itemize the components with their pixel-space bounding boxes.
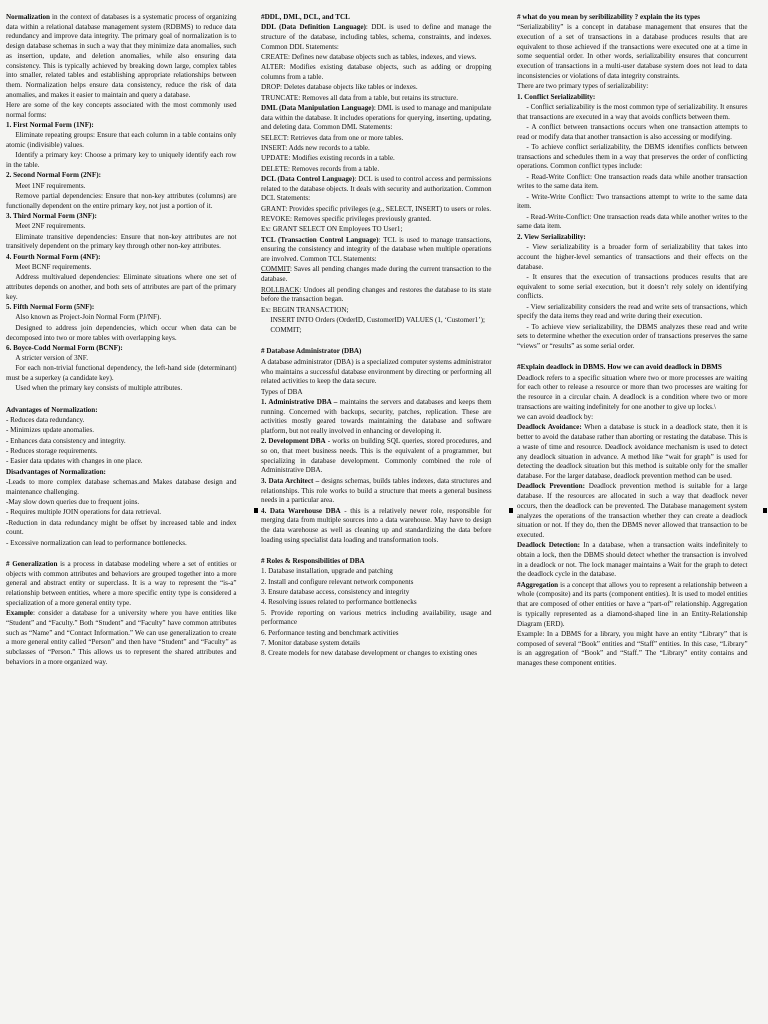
- paragraph: [6, 312, 237, 322]
- paragraph: [517, 373, 748, 412]
- paragraph: [6, 446, 237, 456]
- section-heading: [6, 343, 237, 353]
- paragraph-text: - Easier data updates with changes in one place.: [6, 456, 143, 466]
- paragraph: [261, 587, 492, 597]
- bold-term: # what do you mean by seribilizability ? explain the its types: [516, 12, 700, 21]
- paragraph-text: DELETE: Removes records from a table.: [261, 163, 380, 173]
- paragraph-text: : DDL is used to define and manage the structure of the database, including tables, schema, constraints, and indexes. Common DDL Statements:: [261, 22, 492, 51]
- paragraph: [6, 353, 237, 363]
- paragraph: [517, 580, 748, 629]
- paragraph: [6, 559, 237, 608]
- paragraph: [6, 363, 237, 382]
- bold-term: 3. Data Architect –: [261, 475, 320, 485]
- section-heading: [261, 346, 492, 356]
- paragraph-text: REVOKE: Removes specific privileges previously granted.: [261, 214, 432, 224]
- section-heading: [6, 211, 237, 221]
- paragraph-text: - this is a relatively newer role, responsible for merging data from multiple sources into a data warehouse. May have to design the data warehouse as well as cleaning up and standardizing the data before loading using specialist data loading and transformation tools.: [261, 505, 492, 544]
- section-heading: [517, 232, 748, 242]
- bold-term: 1. Administrative DBA –: [261, 396, 338, 406]
- paragraph: [517, 22, 748, 80]
- paragraph: [517, 412, 748, 422]
- paragraph: [261, 628, 492, 638]
- paragraph: [517, 422, 748, 480]
- bold-term: Deadlock Prevention:: [516, 481, 585, 491]
- paragraph: [517, 81, 748, 91]
- paragraph: [261, 608, 492, 627]
- paragraph-text: 1. Database installation, upgrade and patching: [261, 566, 394, 576]
- paragraph-text: - Reduces storage requirements.: [6, 446, 98, 456]
- bold-term: TCL (Transaction Control Language): [261, 234, 379, 244]
- bold-term: 2. View Serializability:: [516, 231, 586, 241]
- paragraph: [261, 638, 492, 648]
- paragraph: [261, 82, 492, 92]
- bold-term: Deadlock Avoidance:: [516, 422, 582, 432]
- bold-term: 2. Development DBA: [261, 436, 326, 446]
- paragraph: [6, 272, 237, 301]
- paragraph-text: INSERT: Adds new records to a table.: [261, 143, 371, 153]
- paragraph-text: ALTER: Modifies existing database objects, such as adding or dropping columns from a table.: [261, 62, 492, 82]
- section-heading: [6, 467, 237, 477]
- column-divider-mark: [509, 508, 513, 513]
- paragraph: [261, 22, 492, 51]
- paragraph-text: There are two primary types of serializability:: [516, 81, 648, 91]
- paragraph: [6, 518, 237, 537]
- paragraph: [517, 192, 748, 211]
- paragraph: [6, 497, 237, 507]
- paragraph-text: Deadlock refers to a specific situation where two or more processes are waiting for each other to release a resource or more than two processes are waiting for the resource in a circular chain. A deadlock is a condition where two or more transactions are waiting indefinitely for one another to give up locks.\: [516, 372, 748, 411]
- paragraph-text: Meet BCNF requirements.: [15, 262, 92, 272]
- paragraph-text: : Undoes all pending changes and restores the database to its state before the transaction began.: [261, 284, 492, 304]
- paragraph: [517, 302, 748, 321]
- paragraph-text: is a concept that allows you to represent a relationship between a whole (composite) and its parts (component entities). It is used to model entities that are composed of other entities or have a “part-of” relationship. Aggregation is typically represented as a diamond-shaped line in an Entity-Relationship Diagram (ERD).: [516, 579, 748, 628]
- bold-term: Deadlock Detection:: [516, 540, 580, 550]
- paragraph-text: GRANT: Provides specific privileges (e.g., SELECT, INSERT) to users or roles.: [261, 203, 492, 213]
- paragraph-text: 5. Provide reporting on various metrics including availability, usage and performance: [261, 607, 492, 627]
- paragraph-text: INSERT INTO Orders (OrderID, CustomerID) VALUES (1, ‘Customer1’);: [270, 314, 486, 324]
- paragraph: [261, 103, 492, 132]
- paragraph: [6, 232, 237, 251]
- paragraph-gap: [261, 545, 492, 556]
- paragraph-gap: [6, 394, 237, 405]
- paragraph: [6, 150, 237, 169]
- paragraph: [6, 323, 237, 342]
- paragraph-text: - To achieve view serializability, the DBMS analyzes these read and write sets to determine whether the execution order of transactions preserves the same “views” or “results” as some serial order.: [516, 321, 748, 351]
- paragraph-text: Meet 1NF requirements.: [15, 180, 86, 190]
- paragraph-text: A database administrator (DBA) is a specialized computer systems administrator who maintains a successful database environment by directing or performing all related activities to keep the data secure.: [261, 356, 492, 386]
- paragraph-text: For each non-trivial functional dependency, the left-hand side (determinant) must be a superkey (a candidate key).: [6, 363, 237, 383]
- paragraph: [261, 397, 492, 436]
- bold-term: #Aggregation: [516, 579, 558, 589]
- paragraph: [261, 93, 492, 103]
- paragraph: [261, 133, 492, 143]
- paragraph: [6, 12, 237, 99]
- bold-term: # Roles & Responsibilities of DBA: [261, 556, 366, 565]
- paragraph: [261, 62, 492, 81]
- paragraph: [517, 242, 748, 271]
- paragraph: [261, 143, 492, 153]
- section-heading: [517, 362, 748, 372]
- paragraph: [517, 172, 748, 191]
- paragraph: [261, 214, 492, 224]
- section-heading: [261, 556, 492, 566]
- bold-term: 4. Fourth Normal Form (4NF):: [6, 251, 101, 261]
- paragraph-text: 4. Resolving issues related to performance bottlenecks: [261, 597, 417, 607]
- paragraph-text: - To achieve conflict serializability, the DBMS identifies conflicts between transactions and schedules them in a way that preserves the order of conflicting operations. Common conflict types include:: [516, 141, 748, 171]
- paragraph: [6, 507, 237, 517]
- paragraph-text: - View serializability considers the read and write sets of transactions, which specify the data items they read and write during their execution.: [516, 301, 748, 321]
- paragraph: [6, 383, 237, 393]
- bold-term: Advantages of Normalization:: [6, 404, 98, 414]
- paragraph-text: Meet 2NF requirements.: [15, 221, 86, 231]
- paragraph: [6, 100, 237, 119]
- paragraph-text: CREATE: Defines new database objects such as tables, indexes, and views.: [261, 52, 477, 62]
- paragraph: [261, 164, 492, 174]
- bold-term: 4. Data Warehouse DBA: [261, 505, 342, 515]
- bold-term: Disadvantages of Normalization:: [6, 466, 106, 476]
- paragraph-text: - Write-Write Conflict: Two transactions attempt to write to the same data item.: [516, 191, 748, 211]
- paragraph-text: maintains the servers and databases and keeps them running. Concerned with backups, security, patches, replication. These are activities mostly geared towards maintaining the database and software platform, but not really involved in enhancing or developing it.: [261, 396, 492, 435]
- paragraph: [517, 212, 748, 231]
- paragraph: [261, 566, 492, 576]
- paragraph: [6, 191, 237, 210]
- paragraph: [261, 285, 492, 304]
- paragraph-text: - Read-Write Conflict: One transaction reads data while another transaction writes to the same data item.: [516, 171, 748, 191]
- column-normalization: [6, 12, 237, 1020]
- paragraph-text: Ex: BEGIN TRANSACTION;: [261, 304, 349, 314]
- paragraph-text: - A conflict between transactions occurs when one transaction attempts to read or modify data that another transaction is also accessing or modifying.: [516, 121, 748, 141]
- paragraph-text: - Reduces data redundancy.: [6, 415, 85, 425]
- paragraph: [261, 577, 492, 587]
- paragraph-text: 2. Install and configure relevant network components: [261, 576, 414, 586]
- paragraph: [261, 476, 492, 505]
- paragraph: [261, 174, 492, 203]
- paragraph: [517, 102, 748, 121]
- paragraph: [261, 597, 492, 607]
- paragraph-text: In a database, when a transaction waits indefinitely to obtain a lock, then the DBMS should detect whether the transaction is involved in a deadlock or not. The lock manager maintains a Wait for the graph to detect the deadlock cycle in the database.: [516, 540, 748, 579]
- section-heading: [6, 170, 237, 180]
- paragraph: [6, 456, 237, 466]
- paragraph: [6, 415, 237, 425]
- paragraph-text: Used when the primary key consists of multiple attributes.: [15, 383, 183, 393]
- section-heading: [517, 92, 748, 102]
- section-heading: [6, 252, 237, 262]
- paragraph-text: Deadlock prevention method is suitable for a large database. If the resources are allocated in such a way that deadlock never occurs, then the deadlock can be prevented. The Database management system analyzes the operations of the transaction whether they can create a deadlock situation or not. If they do, then the DBMS never allowed that transaction to be executed.: [516, 481, 748, 539]
- paragraph: [517, 322, 748, 351]
- paragraph: [517, 481, 748, 539]
- paragraph: [261, 325, 492, 335]
- section-heading: [517, 12, 748, 22]
- paragraph-text: designs schemas, builds tables indexes, data structures and relationships. This role works to build a structure that meets a general business needs in a particular area.: [261, 475, 492, 505]
- bold-term: # Generalization: [6, 558, 58, 568]
- section-heading: [6, 120, 237, 130]
- paragraph: [6, 425, 237, 435]
- paragraph-text: - Requires multiple JOIN operations for data retrieval.: [6, 507, 162, 517]
- paragraph-text: Types of DBA: [261, 386, 303, 396]
- paragraph: [6, 436, 237, 446]
- paragraph: [261, 357, 492, 386]
- paragraph: [6, 608, 237, 666]
- paragraph-text: UPDATE: Modifies existing records in a table.: [261, 153, 396, 163]
- bold-term: 6. Boyce-Codd Normal Form (BCNF):: [6, 342, 123, 352]
- paragraph-text: 3. Ensure database access, consistency and integrity: [261, 586, 410, 596]
- paragraph-text: -May slow down queries due to frequent joins.: [6, 497, 140, 506]
- paragraph: [261, 235, 492, 264]
- paragraph-text: -Reduction in data redundancy might be offset by increased table and index count.: [6, 517, 237, 537]
- paragraph: [517, 540, 748, 579]
- bold-term: #DDL, DML, DCL, and TCL: [261, 12, 351, 21]
- bold-term: 2. Second Normal Form (2NF):: [6, 170, 101, 180]
- bold-term: #Explain deadlock in DBMS. How we can avoid deadlock in DBMS: [516, 362, 722, 372]
- paragraph-text: - Enhances data consistency and integrity.: [6, 435, 126, 445]
- bold-term: Normalization: [6, 12, 51, 21]
- paragraph-text: - View serializability is a broader form of serializability that takes into account the higher-level semantics of transactions and their effects on the database.: [516, 242, 748, 271]
- paragraph-text: - works on building SQL queries, stored procedures, and so on, that meet business needs. This is the equivalent of a programmer, but specializing in database development. Commonly combined the role of Administrative DBA.: [261, 436, 492, 475]
- paragraph-text: Eliminate repeating groups: Ensure that each column in a table contains only atomic (indivisible) values.: [6, 130, 237, 150]
- paragraph-text: : Saves all pending changes made during the current transaction to the database.: [261, 264, 492, 284]
- paragraph-text: COMMIT;: [270, 325, 302, 335]
- paragraph-text: : DML is used to manage and manipulate data within the database. It includes operations for querying, inserting, updating, and deleting data. Common DML Statements:: [261, 103, 492, 132]
- paragraph-text: 7. Monitor database system details: [261, 637, 361, 647]
- section-heading: [261, 12, 492, 22]
- paragraph: [261, 436, 492, 475]
- paragraph-text: Identify a primary key: Choose a primary key to uniquely identify each row in the table.: [6, 150, 237, 170]
- bold-term: DML (Data Manipulation Language): [261, 103, 375, 113]
- paragraph-text: - Read-Write-Conflict: One transaction reads data while another writes to the same data item.: [516, 211, 748, 231]
- paragraph-text: TRUNCATE: Removes all data from a table, but retains its structure.: [261, 92, 459, 102]
- bold-term: DCL (Data Control Language): [261, 174, 355, 184]
- underlined-term: COMMIT: [261, 264, 291, 274]
- paragraph-text: A stricter version of 3NF.: [15, 353, 88, 363]
- paragraph-text: - Excessive normalization can lead to performance bottlenecks.: [6, 537, 187, 547]
- paragraph: [261, 648, 492, 658]
- paragraph-text: : consider a database for a university where you have entities like “Student” and “Faculty.” Both “Student” and “Faculty” have common attributes such as “Name” and “Contact Information.” We can use generalization to create a more general entity called “Person” and then have “Student” and “Faculty” as subclasses of “Person.” This allows us to represent the shared attributes and behaviors in a more organized way.: [6, 608, 237, 666]
- paragraph-text: : TCL is used to manage transactions, ensuring the consistency and integrity of the database when multiple operations are involved. Common TCL Statements:: [261, 234, 492, 264]
- paragraph: [261, 506, 492, 545]
- paragraph-text: DROP: Deletes database objects like tables or indexes.: [261, 82, 418, 92]
- paragraph-text: Eliminate transitive dependencies: Ensure that non-key attributes are not transitively dependent on the primary key through other non-key attributes.: [6, 231, 237, 251]
- paragraph-gap: [517, 351, 748, 362]
- paragraph-text: 8. Create models for new database development or changes to existing ones: [261, 648, 478, 658]
- paragraph-text: Ex: GRANT SELECT ON Employees TO User1;: [261, 224, 403, 234]
- underlined-term: ROLLBACK: [261, 284, 300, 294]
- paragraph-text: Designed to address join dependencies, which occur when data can be decomposed into two or more tables with overlapping keys.: [6, 322, 237, 342]
- section-heading: [6, 405, 237, 415]
- paragraph: [6, 262, 237, 272]
- bold-term: 1. First Normal Form (1NF):: [6, 120, 94, 130]
- bold-term: # Database Administrator (DBA): [261, 346, 362, 356]
- bold-term: 5. Fifth Normal Form (5NF):: [6, 302, 95, 312]
- paragraph-text: Example: In a DBMS for a library, you might have an entity “Library” that is composed of several “Book” entities and “Staff” entities. In this case, “Library” is an aggregation of “Book” and “Staff.” The “Library” entity contains and manages these component entities.: [516, 628, 748, 668]
- paragraph-text: Here are some of the key concepts associated with the most commonly used normal forms:: [6, 100, 237, 119]
- paragraph-gap: [6, 548, 237, 559]
- paragraph: [261, 305, 492, 315]
- paragraph-text: -Leads to more complex database schemas.and Makes database design and maintenance challenging.: [6, 476, 237, 496]
- paragraph-text: : DCL is used to control access and permissions related to the database objects. It deals with security and authorization. Common DCL Statements:: [261, 174, 492, 203]
- bold-term: Example: [6, 608, 33, 618]
- paragraph-text: - Minimizes update anomalies.: [6, 425, 95, 435]
- paragraph-text: we can avoid deadlock by:: [516, 412, 593, 422]
- paragraph: [261, 224, 492, 234]
- section-heading: [6, 302, 237, 312]
- paragraph-text: in the context of databases is a systematic process of organizing data within a relational database management system (RDBMS) to reduce data redundancy and improve data integrity. The primary goal of normalization is to design database schemas in such a way that they minimize data anomalies, such as insertion, update, and deletion anomalies, while also ensuring data consistency. This is typically achieved by breaking down large, complex tables into smaller, related tables and establishing appropriate relationships between them. Normalization helps ensure data consistency, reduce the risk of data anomalies, and makes it easier to maintain and query a database.: [6, 12, 237, 99]
- paragraph-text: “Serializability” is a concept in database management that ensures that the execution of a set of transactions in a database produces results that are equivalent to those achieved if the transactions were executed one at a time in some sequential order. In other words, serializability ensures that concurrent execution of transactions in a multi-user database system does not lead to data inconsistencies or violations of data integrity constraints.: [516, 22, 748, 80]
- paragraph: [261, 387, 492, 397]
- paragraph: [261, 315, 492, 325]
- paragraph: [6, 538, 237, 548]
- paragraph: [517, 629, 748, 668]
- paragraph-text: is a process in database modeling where a set of entities or objects with common attributes and behaviors are grouped together into a more general and abstract entity or superclass. It is a way to represent the “is-a” relationship between entities, where a more specific entity type is considered a specialization of a more general entity type.: [6, 558, 237, 607]
- paragraph: [517, 272, 748, 301]
- paragraph: [517, 142, 748, 171]
- bold-term: 3. Third Normal Form (3NF):: [6, 211, 97, 221]
- paragraph: [6, 181, 237, 191]
- bold-term: DDL (Data Definition Language): [261, 22, 367, 32]
- paragraph-text: Remove partial dependencies: Ensure that non-key attributes (columns) are functionally dependent on the entire primary key, not just a portion of it.: [6, 191, 237, 210]
- paragraph: [261, 264, 492, 283]
- paragraph-text: 6. Performance testing and benchmark activities: [261, 627, 399, 637]
- paragraph-text: Address multivalued dependencies: Eliminate situations where one set of attributes depends on another, and both sets of attributes are part of the primary key.: [6, 272, 237, 301]
- paragraph-text: - Conflict serializability is the most common type of serializability. It ensures that transactions are executed in a way that avoids conflicts between them.: [516, 101, 748, 121]
- paragraph: [6, 130, 237, 149]
- paragraph: [261, 52, 492, 62]
- paragraph: [261, 204, 492, 214]
- paragraph-text: - It ensures that the execution of transactions produces results that are equivalent to some serial execution, but it doesn’t rely solely on identifying conflicts.: [516, 271, 748, 301]
- paragraph: [6, 477, 237, 496]
- bold-term: 1. Conflict Serializability:: [516, 91, 595, 101]
- column-divider-mark: [763, 508, 767, 513]
- paragraph-text: When a database is stuck in a deadlock state, then it is better to avoid the database rather than aborting or restating the database. This is a waste of time and resource. Deadlock avoidance mechanism is used to detect any deadlock situation in advance. A method like “wait for graph” is used for detecting the deadlock situation but this method is suitable only for the smaller database. For the larger database, deadlock prevention method can be used.: [516, 422, 748, 481]
- paragraph: [261, 153, 492, 163]
- paragraph: [517, 122, 748, 141]
- paragraph-gap: [261, 335, 492, 346]
- paragraph-text: Also known as Project-Join Normal Form (PJ/NF).: [15, 312, 162, 322]
- paragraph: [6, 221, 237, 231]
- column-divider-mark: [254, 508, 258, 513]
- paragraph-text: SELECT: Retrieves data from one or more tables.: [261, 132, 404, 142]
- column-serializability-deadlock: [517, 12, 748, 1020]
- column-sql-languages-dba: [261, 12, 492, 1020]
